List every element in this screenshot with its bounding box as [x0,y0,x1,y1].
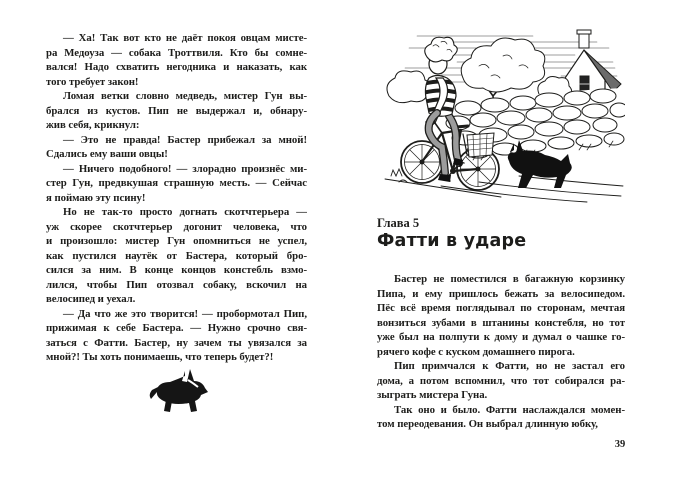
text-line: — Это не правда! Бастер прибежал за мной! [63,133,307,146]
text-line: Пёс всё время поглядывал по сторонам, мечтая [377,302,625,314]
text-line: велосипед и уехал. [46,293,136,305]
text-line: Пип примчался к Фатти, но не застал его [394,360,625,372]
text-line: Ломая ветки словно медведь, мистер Гун вы- [63,90,307,102]
text-line: Бастер не поместился в багажную корзинку [394,273,625,285]
left-page-text [46,31,307,365]
text-line: ра Медоуза — собака Троттвиля. Кто бы сомне- [46,46,307,59]
text-line: как пустился наутёк от Бастера, который бро- [46,249,307,262]
text-line: мной?! Ты хоть понимаешь, что теперь будет?! [46,351,274,363]
text-line: том переодевания. Он выбрал длинную юбку, [377,418,598,430]
text-line: уж скорее скотчтерьер догонит человека, что [46,220,307,233]
text-line: рячего кофе с куском домашнего пирога. [377,345,575,358]
text-line: Пипа, и ему пришлось бежать за велосипедом. [377,287,625,300]
paragraph [46,89,307,133]
chapter-title: Фатти в ударе [377,231,527,251]
text-line: — Ничего подобного! — злорадно произнёс ми- [63,162,307,175]
scottie-dog-icon [148,364,218,422]
paragraph [46,133,307,162]
paragraph [377,272,625,359]
text-line: — Ха! Так вот кто не даёт покоя овцам мисте- [63,32,307,44]
text-line: зыграть мистера Гуна. [377,389,488,401]
paragraph [46,307,307,365]
text-line: Но не так-то просто догнать скотчтерьера — [63,206,307,218]
bicycle-scene-illustration [383,26,625,208]
shoe [438,174,451,182]
text-line: вонзиться зубами в штанины констебля, но тот [377,316,625,329]
right-page-text [377,272,625,432]
text-line: вался! Надо схватить негодника и наказать, как [46,61,307,73]
paragraph [377,359,625,403]
text-line: Сдались ему ваши овцы! [46,148,168,160]
text-line: заться с Фатти. Бастер, ну зачем ты увязался за [46,336,307,349]
paragraph [46,205,307,307]
text-line: жив себя, крикнул: [46,119,140,131]
text-line: лился, чтобы Пип отозвал собаку, вскочил на [46,278,307,291]
chapter-label: Глава 5 [377,216,420,230]
bicycle-basket-icon [467,133,494,157]
text-line: того требует закон! [46,75,139,88]
text-line: — Да что же это творится! — пробормотал Пип, [63,307,307,320]
text-line: Так оно и было. Фатти наслаждался момен- [394,403,625,416]
text-line: сился за ним. В конце концов констебль взмо- [46,264,307,276]
paragraph [46,31,307,89]
text-line: я поймаю эту псину! [46,191,146,204]
text-line: дома, а потом вспомнил, что тот собирался ра- [377,374,625,387]
text-line: прижимая к себе Бастера. — Нужно срочно свя- [46,322,307,334]
text-line: брался из кустов. Пип не выдержал и, обнару- [46,104,307,117]
road-lines [385,169,623,202]
paragraph [377,403,625,432]
curly-hair [425,37,458,62]
page-number: 39 [614,439,626,450]
text-line: уже был на полпути к дому и думал о чашке го- [377,331,625,343]
paragraph [46,162,307,206]
text-line: стер Гун, предвкушая страшную месть. — Сейчас [46,177,307,189]
text-line: и произошло: мистер Гун опомниться не успел, [46,235,307,247]
